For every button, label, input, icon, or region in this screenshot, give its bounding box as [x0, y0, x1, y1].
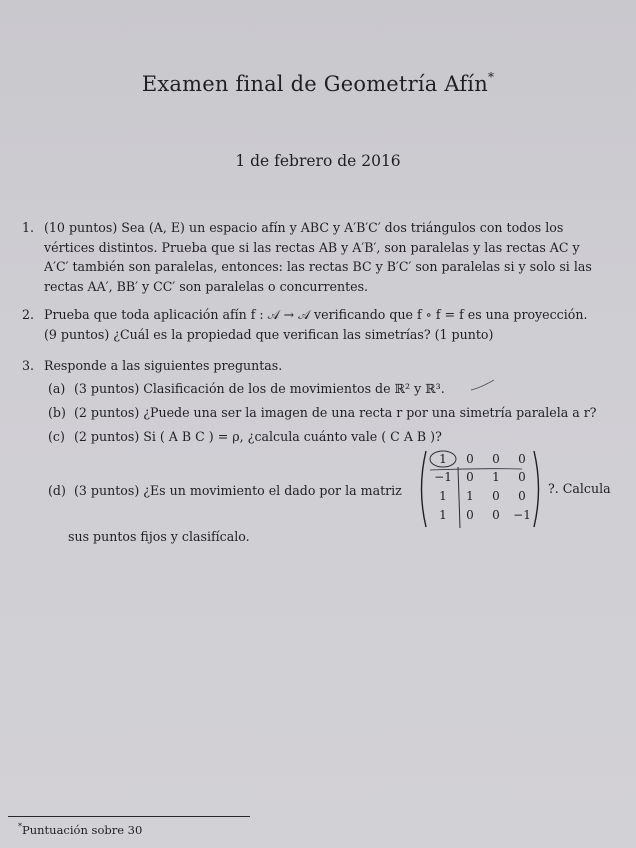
question-line: (9 puntos) ¿Cuál es la propiedad que verifican las simetrías? (1 punto): [44, 326, 494, 342]
exam-title: [0, 72, 636, 96]
question-text: [44, 218, 616, 296]
question-number: 3.: [22, 358, 35, 373]
exam-title-text: Examen final de Geometría Afín: [141, 72, 488, 96]
matrix-cell: 1: [492, 470, 500, 484]
subquestion-text: (2 puntos) Si ( A B C ) = ρ, ¿calcula cuánto vale ( C A B )?: [74, 429, 442, 444]
subquestion-c: [0, 427, 636, 447]
subquestion-label: (a): [48, 381, 66, 396]
footnote-text: Puntuación sobre 30: [22, 822, 143, 837]
question-line: vértices distintos. Prueba que si las rectas AB y A′B′, son paralelas y las rectas AC y: [44, 239, 580, 255]
matrix-cell: 0: [466, 508, 474, 522]
subquestion-label: (c): [48, 429, 65, 444]
exam-date: 1 de febrero de 2016: [235, 152, 401, 170]
title-footnote-mark: *: [487, 70, 495, 84]
subquestion-d-continuation: [0, 527, 636, 547]
question-text: [44, 305, 616, 344]
question-line: rectas AA′, BB′ y CC′ son paralelas o concurrentes.: [44, 278, 369, 294]
subquestion-a: [0, 379, 636, 399]
matrix-cell: 0: [466, 452, 474, 466]
matrix-cell: 0: [492, 452, 500, 466]
question-number: 2.: [22, 307, 35, 322]
question-3: [0, 356, 636, 376]
subquestion-b: [0, 403, 636, 423]
footnote-rule: [8, 816, 250, 817]
question-line: (10 puntos) Sea (A, E) un espacio afín y ABC y A′B′C′ dos triángulos con todos los: [44, 220, 564, 235]
matrix-cell: 1: [439, 489, 447, 503]
matrix-cell: 0: [518, 470, 526, 484]
subquestion-text: sus puntos fijos y clasifícalo.: [68, 529, 250, 544]
subquestion-text: (3 puntos) Clasificación de los de movimientos de ℝ² y ℝ³.: [74, 381, 445, 396]
matrix-cell: 1: [466, 489, 474, 503]
matrix-cell: 0: [492, 489, 500, 503]
matrix-cell: −1: [434, 470, 452, 484]
footnote-mark: *: [18, 822, 22, 831]
matrix-cell: −1: [513, 508, 531, 522]
subquestion-text: (3 puntos) ¿Es un movimiento el dado por la matriz: [74, 483, 402, 498]
subquestion-label: (d): [48, 483, 66, 498]
subquestion-label: (b): [48, 405, 66, 420]
subquestion-text: (2 puntos) ¿Puede una ser la imagen de una recta r por una simetría paralela a r?: [74, 405, 597, 420]
matrix-cell: 0: [518, 489, 526, 503]
question-1: [0, 218, 636, 298]
question-line: Prueba que toda aplicación afín f : 𝒜 → 𝒜 verificando que f ∘ f = f es una proyección.: [44, 307, 588, 322]
matrix-cell: 1: [439, 452, 447, 466]
footnote: [18, 822, 142, 837]
matrix-cell: 0: [518, 452, 526, 466]
question-number: 1.: [22, 220, 35, 235]
pencil-check-icon: [470, 378, 496, 392]
movement-matrix: [416, 448, 544, 530]
matrix-cell: 0: [492, 508, 500, 522]
question-text: Responde a las siguientes preguntas.: [44, 358, 283, 373]
question-2: [0, 305, 636, 345]
question-line: A′C′ también son paralelas, entonces: las rectas BC y B′C′ son paralelas si y solo si las: [44, 259, 592, 275]
matrix-cell: 1: [439, 508, 447, 522]
subquestion-d-after: ?. Calcula: [548, 481, 611, 496]
matrix-cell: 0: [466, 470, 474, 484]
